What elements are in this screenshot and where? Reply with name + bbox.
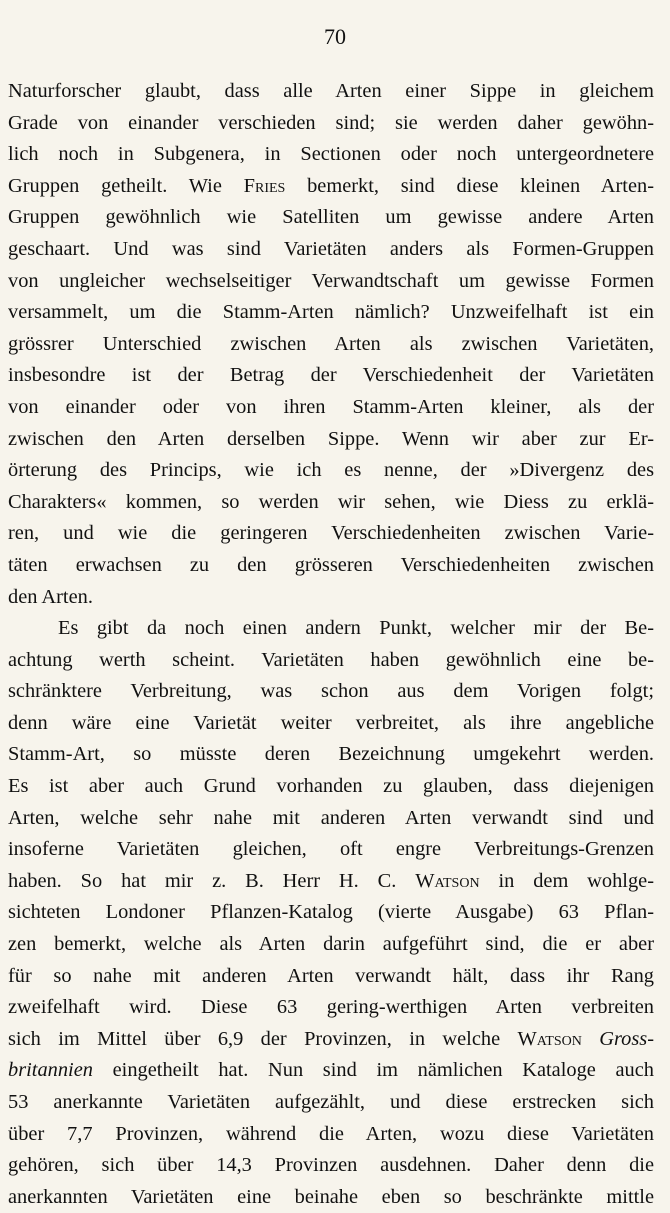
text-line: haben. So hat mir z. B. Herr H. C. Watson in dem wohlge- [8,869,655,892]
text-line: insbesondre ist der Betrag der Verschiedenheit der Varietäten [8,364,654,387]
text-line: sichteten Londoner Pflanzen-Katalog (vierte Ausgabe) 63 Pflan- [8,901,654,924]
text-line: schränktere Verbreitung, was schon aus dem Vorigen folgt; [8,680,654,703]
text-line: von einander oder von ihren Stamm-Arten kleiner, als der [8,395,654,418]
text-line: gehören, sich über 14,3 Provinzen ausdehnen. Daher denn die [8,1154,654,1177]
text-line: britannien eingetheilt hat. Nun sind im nämlichen Kataloge auch [8,1059,654,1082]
text-line: Gruppen gewöhnlich wie Satelliten um gewisse andere Arten [8,206,654,229]
text-line: anerkannten Varietäten eine beinahe eben so beschränkte mittle [8,1185,654,1208]
text-line: denn wäre eine Varietät weiter verbreitet, als ihre angebliche [8,711,654,734]
italic-term: Gross- [599,1027,654,1050]
text-line: 53 anerkannte Varietäten aufgezählt, und diese erstrecken sich [8,1091,654,1113]
author-name-watson: Watson [517,1027,582,1050]
text-line: sich im Mittel über 6,9 der Provinzen, in welche Watson Gross- [8,1027,654,1050]
text-line: Es gibt da noch einen andern Punkt, welcher mir der Be- [58,617,654,640]
author-name-fries: Fries [243,174,286,197]
page-number: 70 [324,24,346,49]
text-line: lich noch in Subgenera, in Sectionen oder noch untergeordnetere [8,143,654,166]
text-line: Charakters« kommen, so werden wir sehen, wie Diess zu erklä- [8,490,654,513]
text-line: Naturforscher glaubt, dass alle Arten einer Sippe in gleichem [8,80,654,102]
author-name-watson: Watson [415,869,480,892]
text-line: zen bemerkt, welche als Arten darin aufgeführt sind, die er aber [8,933,654,956]
text-line: Grade von einander verschieden sind; sie werden daher gewöhn- [8,111,654,134]
text-line: achtung werth scheint. Varietäten haben gewöhnlich eine be- [8,648,654,671]
text-line: zwischen den Arten derselben Sippe. Wenn wir aber zur Er- [8,427,654,450]
text-line: den Arten. [8,585,93,608]
text-line: zweifelhaft wird. Diese 63 gering-werthigen Arten verbreiten [8,996,654,1019]
text-line: grössrer Unterschied zwischen Arten als zwischen Varietäten, [8,332,654,355]
text-line: Stamm-Art, so müsste deren Bezeichnung umgekehrt werden. [8,743,654,766]
text-line: für so nahe mit anderen Arten verwandt hält, dass ihr Rang [8,964,654,987]
text-line: versammelt, um die Stamm-Arten nämlich? Unzweifelhaft ist ein [8,301,654,324]
text-line: örterung des Princips, wie ich es nenne, der »Divergenz des [8,459,654,482]
text-line: von ungleicher wechselseitiger Verwandtschaft um gewisse Formen [8,269,654,292]
text-line: täten erwachsen zu den grösseren Verschiedenheiten zwischen [8,553,654,576]
text-line: Es ist aber auch Grund vorhanden zu glauben, dass diejenigen [8,775,654,798]
text-line: über 7,7 Provinzen, während die Arten, wozu diese Varietäten [8,1122,654,1145]
text-line: geschaart. Und was sind Varietäten anders als Formen-Gruppen [8,237,654,260]
italic-term: britannien [8,1059,93,1082]
text-line: Gruppen getheilt. Wie Fries bemerkt, sind diese kleinen Arten- [8,174,654,197]
body-text [8,76,654,1213]
text-line: Arten, welche sehr nahe mit anderen Arten verwandt sind und [8,806,654,829]
text-line: ren, und wie die geringeren Verschiedenheiten zwischen Varie- [8,522,654,545]
text-line: insoferne Varietäten gleichen, oft engre Verbreitungs-Grenzen [8,838,654,861]
